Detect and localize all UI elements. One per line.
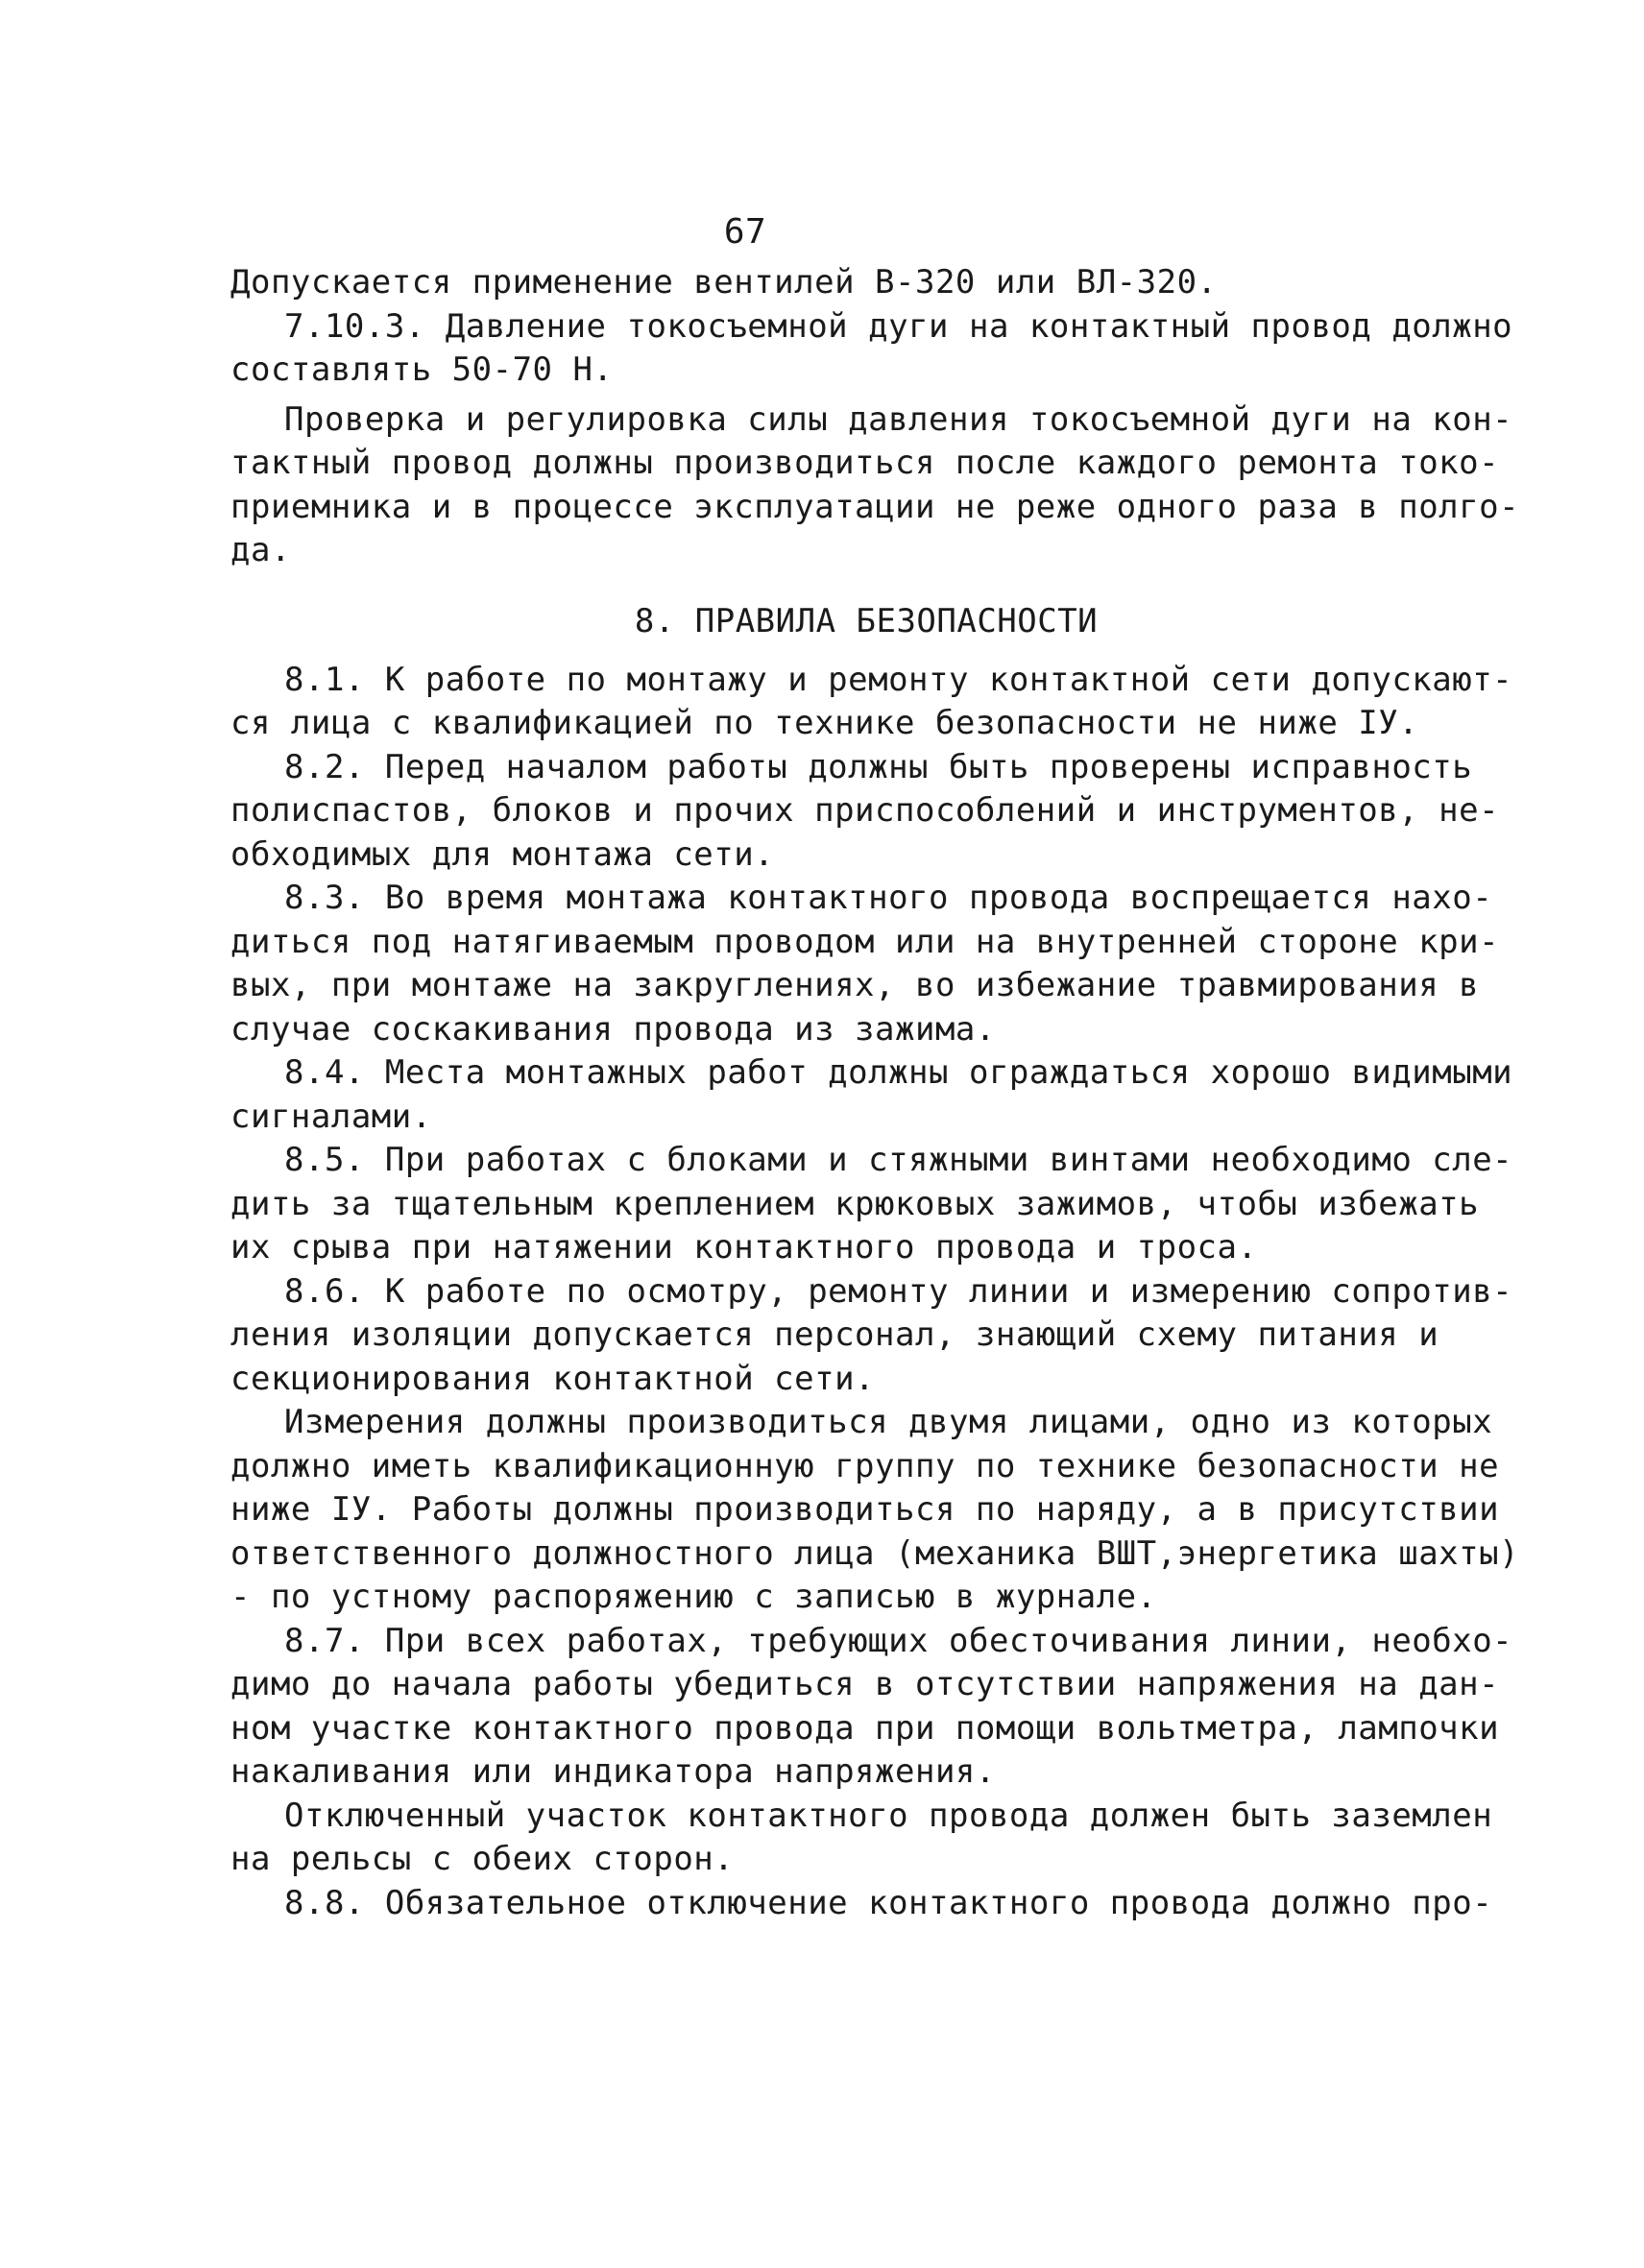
text-line: 7.10.3. Давление токосъемной дуги на контактный провод должно (284, 306, 1513, 346)
text-line: приемника и в процессе эксплуатации не реже одного раза в полго- (230, 487, 1520, 526)
text-line: 8.8. Обязательное отключение контактного провода должно про- (284, 1883, 1493, 1922)
text-line: сигналами. (230, 1097, 432, 1136)
document-body (230, 261, 1520, 1925)
text-line: 8.4. Места монтажных работ должны ограждаться хорошо видимыми (284, 1053, 1513, 1092)
text-line: 8.6. К работе по осмотру, ремонту линии и измерению сопротив- (284, 1271, 1513, 1311)
text-line: вых, при монтаже на закруглениях, во избежание травмирования в (230, 966, 1480, 1004)
text-line: ниже IУ. Работы должны производиться по наряду, а в присутствии (230, 1490, 1500, 1529)
text-line: дить за тщательным креплением крюковых зажимов, чтобы избежать (230, 1184, 1480, 1223)
text-line: должно иметь квалификационную группу по технике безопасности не (230, 1446, 1500, 1485)
text-line: ответственного должностного лица (механика ВШТ,энергетика шахты) (230, 1533, 1520, 1573)
text-line: да. (230, 531, 291, 569)
text-line: димо до начала работы убедиться в отсутствии напряжения на дан- (230, 1665, 1500, 1703)
text-line: составлять 50-70 Н. (230, 350, 614, 389)
text-line: ном участке контактного провода при помощи вольтметра, лампочки (230, 1708, 1500, 1748)
text-line: Отключенный участок контактного провода должен быть заземлен (284, 1796, 1493, 1835)
text-line: полиспастов, блоков и прочих приспособлений и инструментов, не- (230, 791, 1500, 830)
text-line: случае соскакивания провода из зажима. (230, 1009, 996, 1049)
text-line: на рельсы с обеих сторон. (230, 1840, 735, 1878)
text-line: тактный провод должны производиться после каждого ремонта токо- (230, 444, 1500, 482)
text-line: Измерения должны производиться двумя лицами, одно из которых (284, 1403, 1493, 1441)
text-line: обходимых для монтажа сети. (230, 834, 775, 874)
section-heading: 8. ПРАВИЛА БЕЗОПАСНОСТИ (634, 601, 1099, 640)
text-line: 8.3. Во время монтажа контактного провода воспрещается нахо- (284, 879, 1493, 917)
text-line: ся лица с квалификацией по технике безопасности не ниже IУ. (230, 704, 1419, 742)
text-line: накаливания или индикатора напряжения. (230, 1752, 996, 1791)
text-line: секционирования контактной сети. (230, 1359, 876, 1398)
text-line: ления изоляции допускается персонал, знающий схему питания и (230, 1315, 1439, 1354)
text-line: их срыва при натяжении контактного провода и троса. (230, 1228, 1258, 1267)
text-line: 8.2. Перед началом работы должны быть проверены исправность (284, 747, 1473, 786)
text-line: диться под натягиваемым проводом или на внутренней стороне кри- (230, 922, 1500, 961)
page-number: 67 (723, 212, 767, 252)
text-line: - по устному распоряжению с записью в журнале. (230, 1578, 1157, 1616)
text-line: 8.7. При всех работах, требующих обесточивания линии, необхо- (284, 1621, 1513, 1660)
text-line: Проверка и регулировка силы давления токосъемной дуги на кон- (284, 399, 1513, 439)
text-line: Допускается применение вентилей В-320 или ВЛ-320. (230, 263, 1218, 302)
text-line: 8.1. К работе по монтажу и ремонту контактной сети допускают- (284, 660, 1513, 699)
text-line: 8.5. При работах с блоками и стяжными винтами необходимо сле- (284, 1141, 1513, 1179)
